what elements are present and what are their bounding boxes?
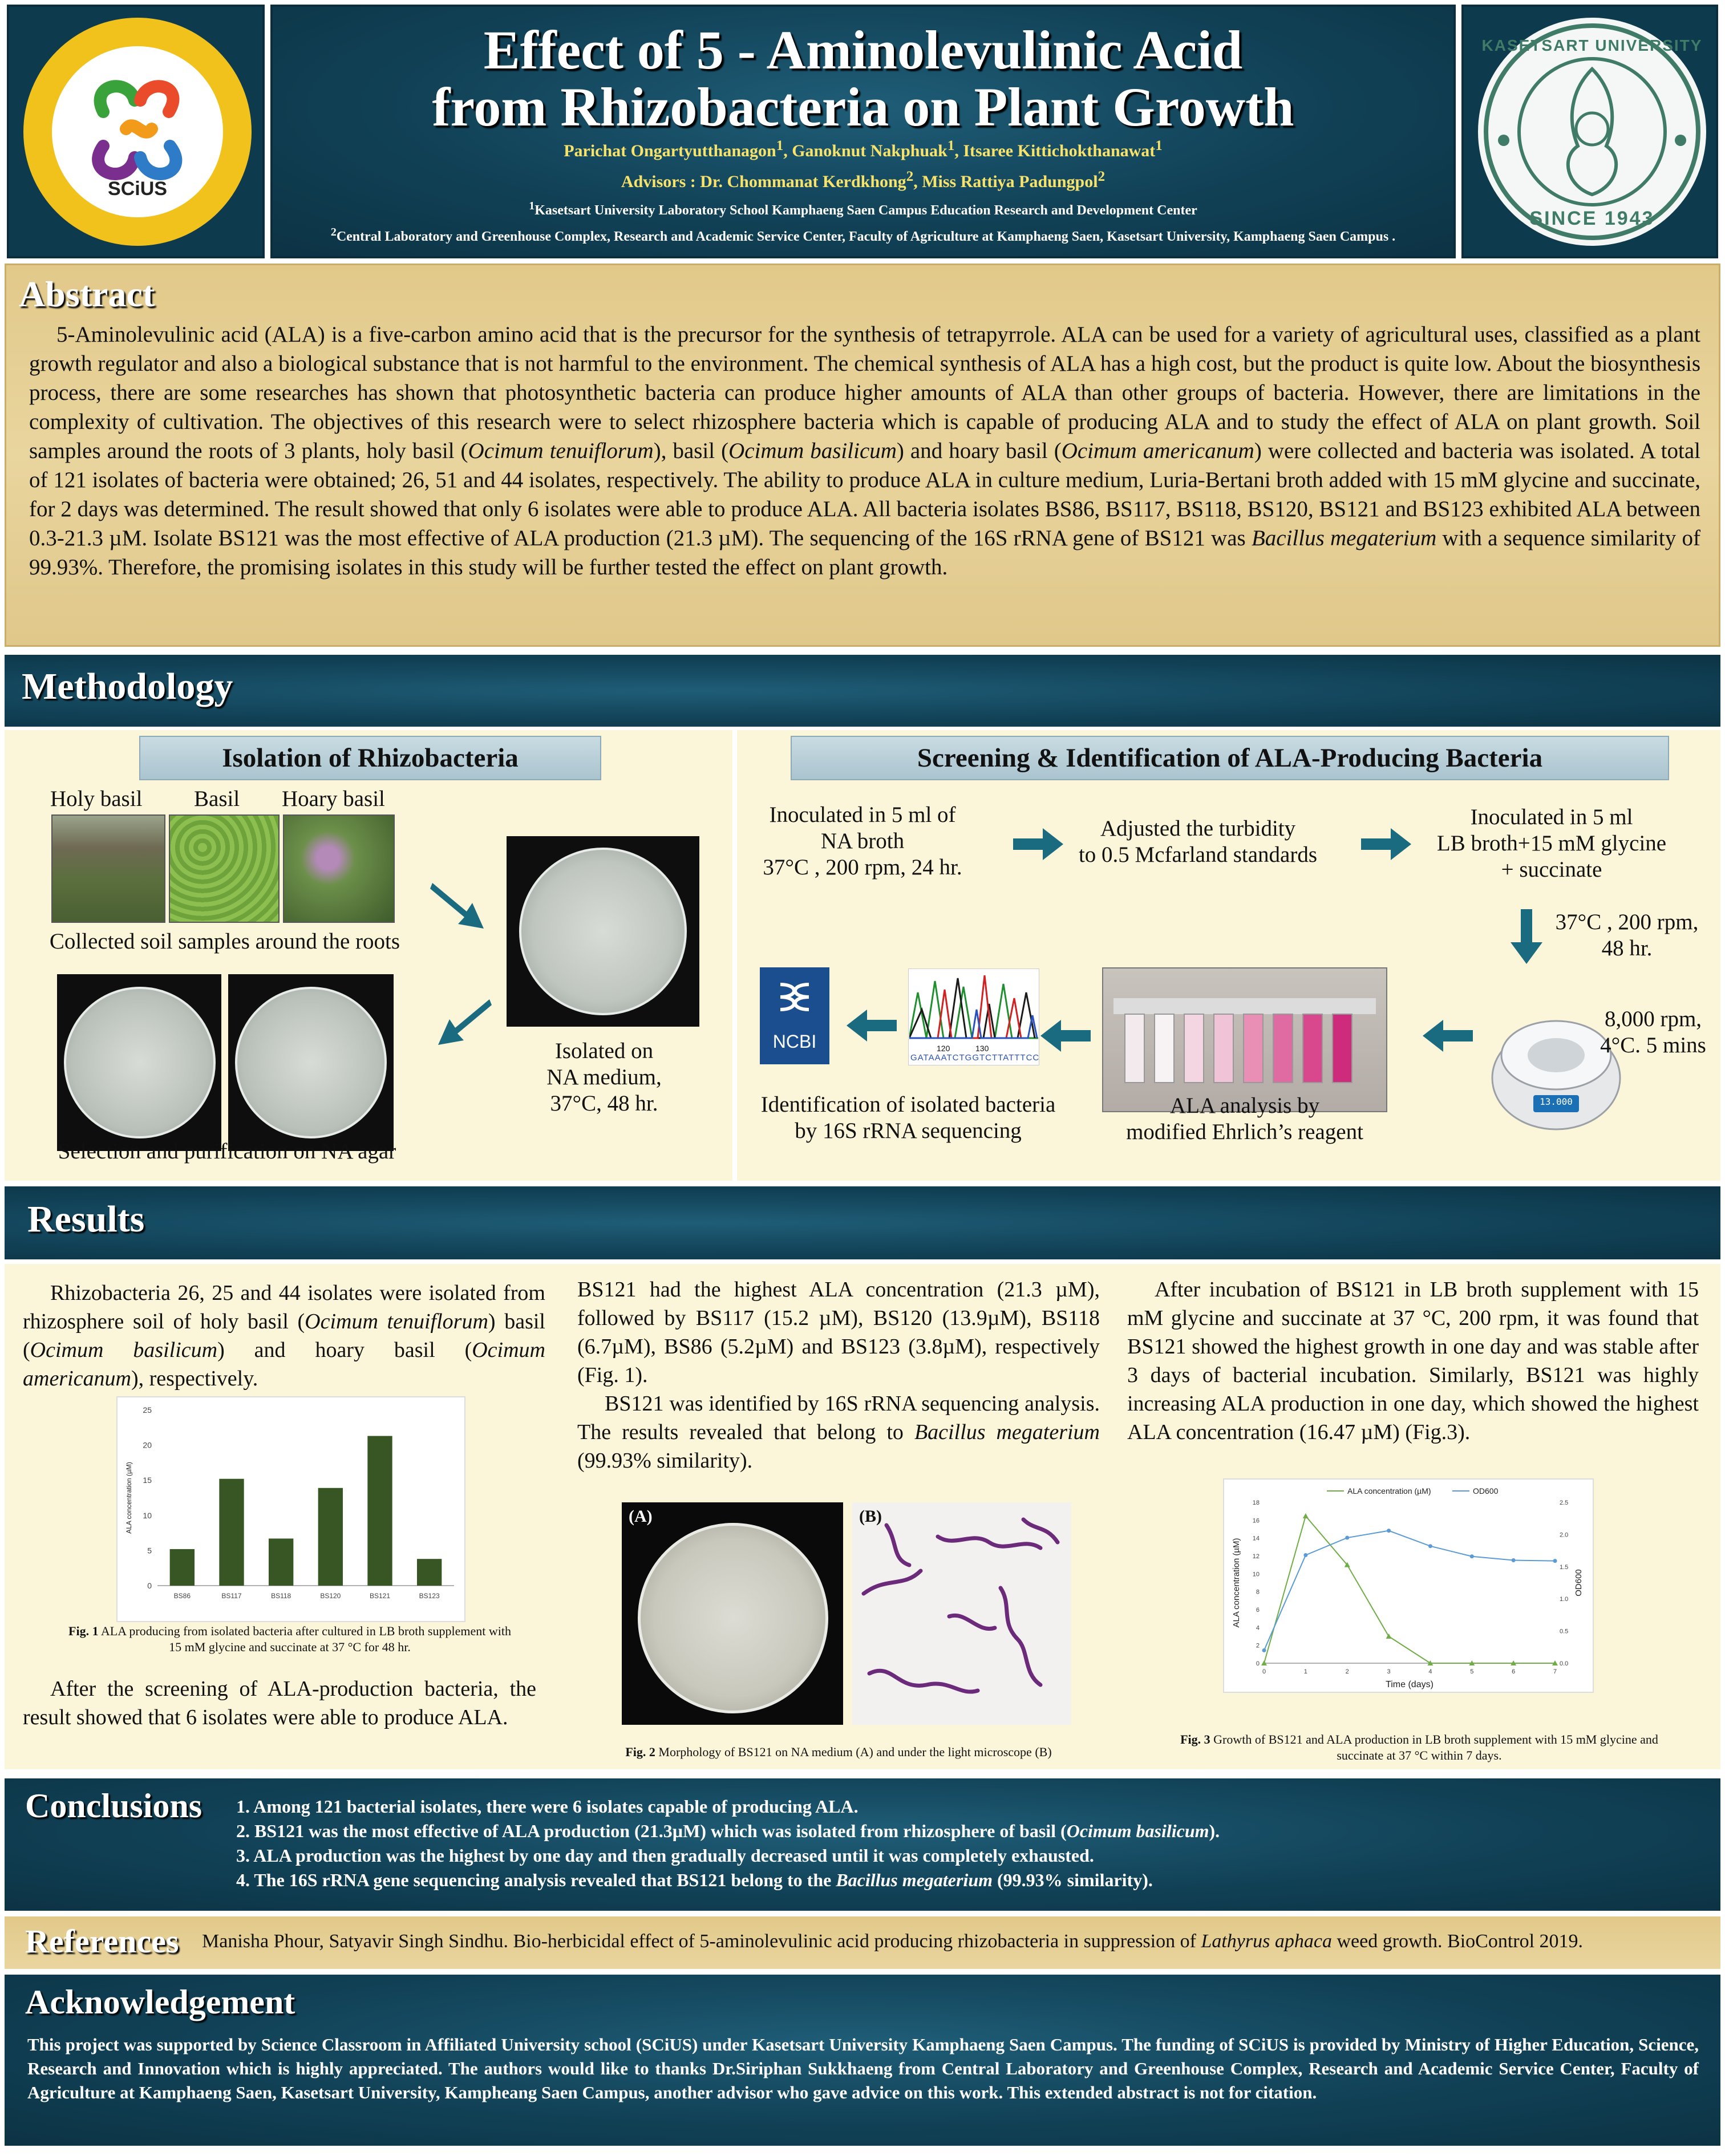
x-tick-label: 5 [1470, 1668, 1474, 1675]
y2-tick-label: 2.0 [1560, 1531, 1569, 1539]
arrow-down-right-icon [427, 872, 495, 934]
poster-title-line2: from Rhizobacteria on Plant Growth [432, 76, 1294, 137]
y-tick-label: 16 [1252, 1517, 1260, 1525]
x-tick-label: BS123 [419, 1592, 440, 1600]
y-tick-label: 6 [1256, 1607, 1260, 1614]
arrow-right-icon [1013, 826, 1064, 862]
identification-label: Identification of isolated bacteria by 16S rRNA sequencing [760, 1092, 1056, 1143]
y-tick-label: 10 [143, 1510, 152, 1520]
conclusion-1: 1. Among 121 bacterial isolates, there were 6 isolates capable of producing ALA. [236, 1796, 859, 1817]
conclusion-3: 3. ALA production was the highest by one day and then gradually decreased until it was completely exhausted. [236, 1845, 1094, 1866]
legend-label-2: OD600 [1473, 1486, 1499, 1496]
references-section [5, 1916, 1720, 1969]
plant-label-basil: Basil [194, 787, 240, 811]
x-tick-label: 4 [1428, 1668, 1432, 1675]
author-1: Parichat Ongartyutthanagon [564, 141, 776, 160]
x-tick-label: 6 [1512, 1668, 1516, 1675]
acknowledgement-text: This project was supported by Science Classroom in Affiliated University school (SCiUS) under Kasetsart University Kamphaeng Saen Campus. The funding of SCiUS is provided by Ministry of Higher Education, Science, Research and Innovation which is highly appreciated. The authors would like to thanks Dr.Siriphan Sukkhaeng from Central Laboratory and Greenhouse Complex, Research and Academic Service Center, Faculty of Agriculture at Kamphaeng Saen, Kasetsart University, Kampheang Saen Campus, another advisor who gave advice on this work. This extended abstract is not for citation. [27, 2035, 1699, 2102]
y-tick-label: 14 [1252, 1535, 1260, 1542]
x-tick-label: BS86 [173, 1592, 191, 1600]
legend-label-1: ALA concentration (µM) [1347, 1486, 1431, 1496]
results-bar [5, 1186, 1720, 1259]
results-col1-p2: After the screening of ALA-production bacteria, the result showed that 6 isolates were able to produce ALA. [23, 1677, 536, 1729]
results-heading: Results [27, 1198, 145, 1240]
selection-plate-1-photo [57, 974, 221, 1151]
authors: Parichat Ongartyutthanagon$^1$, Ganoknut Nakphuak$^1$, Itsaree Kittichokthanawat$^1$ [564, 138, 1163, 160]
abstract-text: 5-Aminolevulinic acid (ALA) is a five-carbon amino acid that is the precursor for the synthesis of tetrapyrrole. ALA can be used for a variety of agricultural uses, classified as a plant growth regulator and also a biological substance that is not harmful to the environment. The chemical synthesis of ALA has a high cost, but the product is quite low. About the biosynthesis process, there are some researches has shown that photosynthetic bacteria can produce higher amounts of ALA than other groups of bacteria. However, there are limitations in the complexity of cultivation. The objectives of this research were to select rhizosphere bacteria which is capable of producing ALA and to study the effect of ALA on plant growth. Soil samples around the roots of 3 plants, holy basil (Ocimum tenuiflorum), basil (Ocimum basilicum) and hoary basil (Ocimum americanum) were collected and bacteria was isolated. A total of 121 isolates of bacteria were obtained; 26, 51 and 44 isolates, respectively. The ability to produce ALA in culture medium, Luria-Bertani broth added with 15 mM glycine and succinate, for 2 days was determined. The result showed that only 6 isolates were able to produce ALA. All bacteria isolates BS86, BS117, BS118, BS120, BS121 and BS123 exhibited ALA between 0.3-21.3 µM. Isolate BS121 was the most effective of ALA production (21.3 µM). The sequencing of the 16S rRNA gene of BS121 was Bacillus megaterium with a sequence similarity of 99.93%. Therefore, the promising isolates in this study will be further tested the effect on plant growth. [29, 322, 1700, 579]
x-tick-label: BS120 [320, 1592, 341, 1600]
conclusions-list [236, 1794, 1708, 1892]
abstract-heading: Abstract [19, 274, 155, 314]
y-tick-label: 2 [1256, 1642, 1260, 1650]
ncbi-logo-text: NCBI [772, 1031, 817, 1052]
series-line-2 [1264, 1531, 1555, 1651]
basil-photo [169, 814, 280, 923]
poster-title-line1: Effect of 5 - Aminolevulinic Acid [483, 19, 1243, 80]
right-logo-panel [1461, 5, 1718, 258]
methodology-heading: Methodology [22, 666, 233, 707]
series-point-2 [1553, 1559, 1557, 1563]
abstract-section [5, 264, 1720, 647]
x-axis-label: Time (days) [1386, 1680, 1434, 1689]
poster-header [7, 5, 1718, 258]
conclusion-4: 4. The 16S rRNA gene sequencing analysis revealed that BS121 belong to the Bacillus megaterium (99.93% similarity). [236, 1870, 1153, 1890]
x-tick-label: 2 [1345, 1668, 1349, 1675]
centrifuge-display: 13.000 [1540, 1096, 1573, 1107]
chromatogram-trace [909, 970, 1038, 1044]
holy-basil-photo [51, 814, 165, 923]
plant-label-hoary-basil: Hoary basil [282, 787, 385, 811]
conclusion-2: 2. BS121 was the most effective of ALA production (21.3µM) which was isolated from rhizosphere of basil (Ocimum basilicum). [236, 1821, 1220, 1841]
y-tick-label: 15 [143, 1476, 152, 1485]
x-tick-label: 1 [1303, 1668, 1307, 1675]
isolated-on-na-label: Isolated on NA medium, 37°C, 48 hr. [546, 1039, 662, 1116]
scius-logo [21, 15, 254, 249]
step-adjust-turbidity: Adjusted the turbidity to 0.5 Mcfarland standards [1078, 816, 1318, 867]
bar-bs86 [170, 1549, 195, 1586]
fig1-bar-chart-frame [116, 1396, 465, 1622]
selection-purification-label: Selection and purification on NA agar [58, 1139, 396, 1164]
step-incubate-48h: 37°C , 200 rpm, 48 hr. [1555, 910, 1699, 961]
fig2b-microscope-photo [852, 1502, 1071, 1725]
advisor-1: Advisors : Dr. Chommanat Kerdkhong [621, 172, 906, 191]
y2-tick-label: 0.5 [1560, 1628, 1569, 1635]
step-inoculate-lb: Inoculated in 5 ml LB broth+15 mM glycine + succinate [1436, 805, 1667, 882]
arrow-down-left-icon [427, 988, 495, 1051]
y2-axis-label: OD600 [1574, 1569, 1584, 1596]
bar-bs121 [367, 1436, 392, 1586]
y2-tick-label: 1.5 [1560, 1563, 1569, 1571]
fig2b-label: (B) [859, 1507, 882, 1526]
y-tick-label: 0 [147, 1581, 152, 1590]
series-point-2 [1428, 1544, 1432, 1548]
title-panel [270, 5, 1456, 258]
plant-label-holy-basil: Holy basil [50, 787, 143, 811]
y-tick-label: 0 [1256, 1660, 1260, 1667]
fig2b-bacteria-chains [852, 1502, 1071, 1725]
sequence-number-120: 120 [937, 1044, 950, 1053]
x-tick-label: 0 [1262, 1668, 1266, 1675]
bar-bs120 [318, 1488, 343, 1586]
methodology-bar [5, 655, 1720, 727]
na-plate-large-photo [507, 836, 699, 1027]
arrow-left-icon [1039, 1018, 1091, 1054]
y2-tick-label: 1.0 [1560, 1596, 1569, 1603]
results-col2-p2: BS121 was identified by 16S rRNA sequencing analysis. The results revealed that belong to Bacillus megaterium (99.93% similarity). [577, 1392, 1100, 1473]
arrow-down-icon [1508, 909, 1545, 966]
y2-tick-label: 2.5 [1560, 1500, 1569, 1506]
advisor-2: Miss Rattiya Padungpol [922, 172, 1098, 191]
series-point-2 [1303, 1553, 1307, 1557]
y-tick-label: 8 [1256, 1588, 1260, 1596]
y2-tick-label: 0.0 [1560, 1660, 1569, 1667]
arrow-left-icon [1422, 1018, 1473, 1054]
fig3-line-chart [1224, 1480, 1593, 1692]
results-panel [5, 1264, 1720, 1769]
fig2a-plate-photo [622, 1502, 843, 1725]
left-logo-panel [7, 5, 265, 258]
y-tick-label: 20 [143, 1440, 152, 1450]
sequence-text: GATAAATCTGGTCTTATTTCC [910, 1053, 1040, 1063]
arrow-right-icon [1361, 826, 1412, 862]
x-tick-label: BS117 [221, 1592, 242, 1600]
series-point-2 [1262, 1648, 1266, 1652]
y-tick-label: 12 [1252, 1553, 1260, 1560]
ala-analysis-label: ALA analysis by modified Ehrlich’s reagent [1126, 1093, 1363, 1144]
kasetsart-seal-top-text: KASETSART UNIVERSITY [1481, 37, 1703, 54]
series-point-2 [1345, 1536, 1349, 1540]
series-point-2 [1470, 1554, 1474, 1558]
screening-subheading: Screening & Identification of ALA-Producing Bacteria [791, 736, 1669, 780]
collected-soil-label: Collected soil samples around the roots [49, 929, 400, 954]
reference-entry: Manisha Phour, Satyavir Singh Sindhu. Bio-herbicidal effect of 5-aminolevulinic acid producing rhizobacteria in suppression of Lathyrus aphaca weed growth. BioControl 2019. [202, 1931, 1584, 1952]
bar-bs123 [417, 1559, 442, 1586]
step-centrifuge: 8,000 rpm, 4°C. 5 mins [1600, 1007, 1706, 1057]
y-axis-label: ALA concentration (µM) [1232, 1538, 1241, 1628]
fig2-caption: Fig. 2 Morphology of BS121 on NA medium (A) and under the light microscope (B) [625, 1745, 1052, 1759]
fig2a-label: (A) [629, 1507, 653, 1526]
series-point-2 [1512, 1558, 1516, 1562]
ncbi-logo [760, 967, 829, 1064]
series-point-2 [1387, 1529, 1391, 1533]
references-heading: References [25, 1923, 179, 1960]
step-inoculate-na: Inoculated in 5 ml of NA broth 37°C , 200 rpm, 24 hr. [763, 803, 962, 880]
x-tick-label: BS118 [271, 1592, 291, 1600]
advisors: Advisors : Dr. Chommanat Kerdkhong$^2$, Miss Rattiya Padungpol$^2$ [621, 169, 1106, 191]
y-axis-label: ALA concentration (µM) [125, 1462, 133, 1534]
author-3: Itsaree Kittichokthanawat [963, 141, 1156, 160]
screening-panel [737, 730, 1720, 1181]
kasetsart-seal-bottom-text: SINCE 1943 [1529, 208, 1655, 229]
ala-tubes-rack [1113, 998, 1376, 1095]
bar-bs117 [219, 1479, 244, 1586]
acknowledgement-heading: Acknowledgement [25, 1983, 295, 2021]
y-tick-label: 10 [1252, 1571, 1260, 1578]
results-col1-p1: Rhizobacteria 26, 25 and 44 isolates were isolated from rhizosphere soil of holy basil (Ocimum tenuiflorum) basil (Ocimum basilicum) and hoary basil (Ocimum americanum), respectively. [23, 1281, 545, 1391]
arrow-left-icon [845, 1007, 897, 1044]
y-tick-label: 4 [1256, 1624, 1260, 1632]
sequence-number-130: 130 [975, 1044, 989, 1053]
series-point-1 [1386, 1634, 1392, 1639]
selection-plate-2-photo [228, 974, 394, 1151]
acknowledgement-section [5, 1975, 1720, 2146]
author-2: Ganoknut Nakphuak [792, 141, 947, 160]
y-tick-label: 5 [147, 1546, 152, 1555]
fig3-line-chart-frame [1223, 1478, 1594, 1693]
scius-logo-name: SCiUS [108, 178, 167, 200]
y-tick-label: 25 [143, 1405, 152, 1415]
hoary-basil-photo [283, 814, 395, 923]
ncbi-helix-icon [776, 980, 813, 1022]
conclusions-heading: Conclusions [25, 1787, 203, 1825]
results-col2-p1: BS121 had the highest ALA concentration (21.3 µM), followed by BS117 (15.2 µM), BS120 (13.9µM), BS118 (6.7µM), BS86 (5.2µM) and BS123 (3.8µM), respectively (Fig. 1). [577, 1278, 1100, 1387]
x-tick-label: 7 [1553, 1668, 1557, 1675]
y-tick-label: 18 [1252, 1500, 1260, 1506]
results-col3-p1: After incubation of BS121 in LB broth supplement with 15 mM glycine and succinate at 37 °C, 200 rpm, it was found that BS121 showed the highest growth in one day and was stable after 3 days of bacterial incubation. Similarly, BS121 was highly increasing ALA production in one day, which showed the highest ALA concentration (16.47 µM) (Fig.3). [1127, 1278, 1699, 1444]
fig3-caption: Fig. 3 Growth of BS121 and ALA production in LB broth supplement with 15 mM glycine and succinate at 37 °C within 7 days. [1180, 1732, 1658, 1762]
isolation-panel [5, 730, 732, 1181]
fig1-bar-chart [118, 1397, 464, 1621]
affiliation-1: $^1$Kasetsart University Laboratory School Kamphaeng Saen Campus Education Research and Development Center [529, 200, 1197, 218]
affiliation-2: $^2$Central Laboratory and Greenhouse Complex, Research and Academic Service Center, Faculty of Agriculture at Kamphaeng Saen, Kasetsart University, Kamphaeng Saen Campus . [330, 226, 1396, 244]
bar-bs118 [269, 1538, 293, 1586]
x-tick-label: BS121 [369, 1592, 391, 1600]
conclusions-section [5, 1778, 1720, 1911]
fig1-caption: Fig. 1 ALA producing from isolated bacteria after cultured in LB broth supplement with 15 mM glycine and succinate at 37 °C for 48 hr. [68, 1624, 511, 1654]
series-point-1 [1303, 1513, 1309, 1518]
isolation-subheading: Isolation of Rhizobacteria [139, 736, 601, 780]
x-tick-label: 3 [1387, 1668, 1391, 1675]
